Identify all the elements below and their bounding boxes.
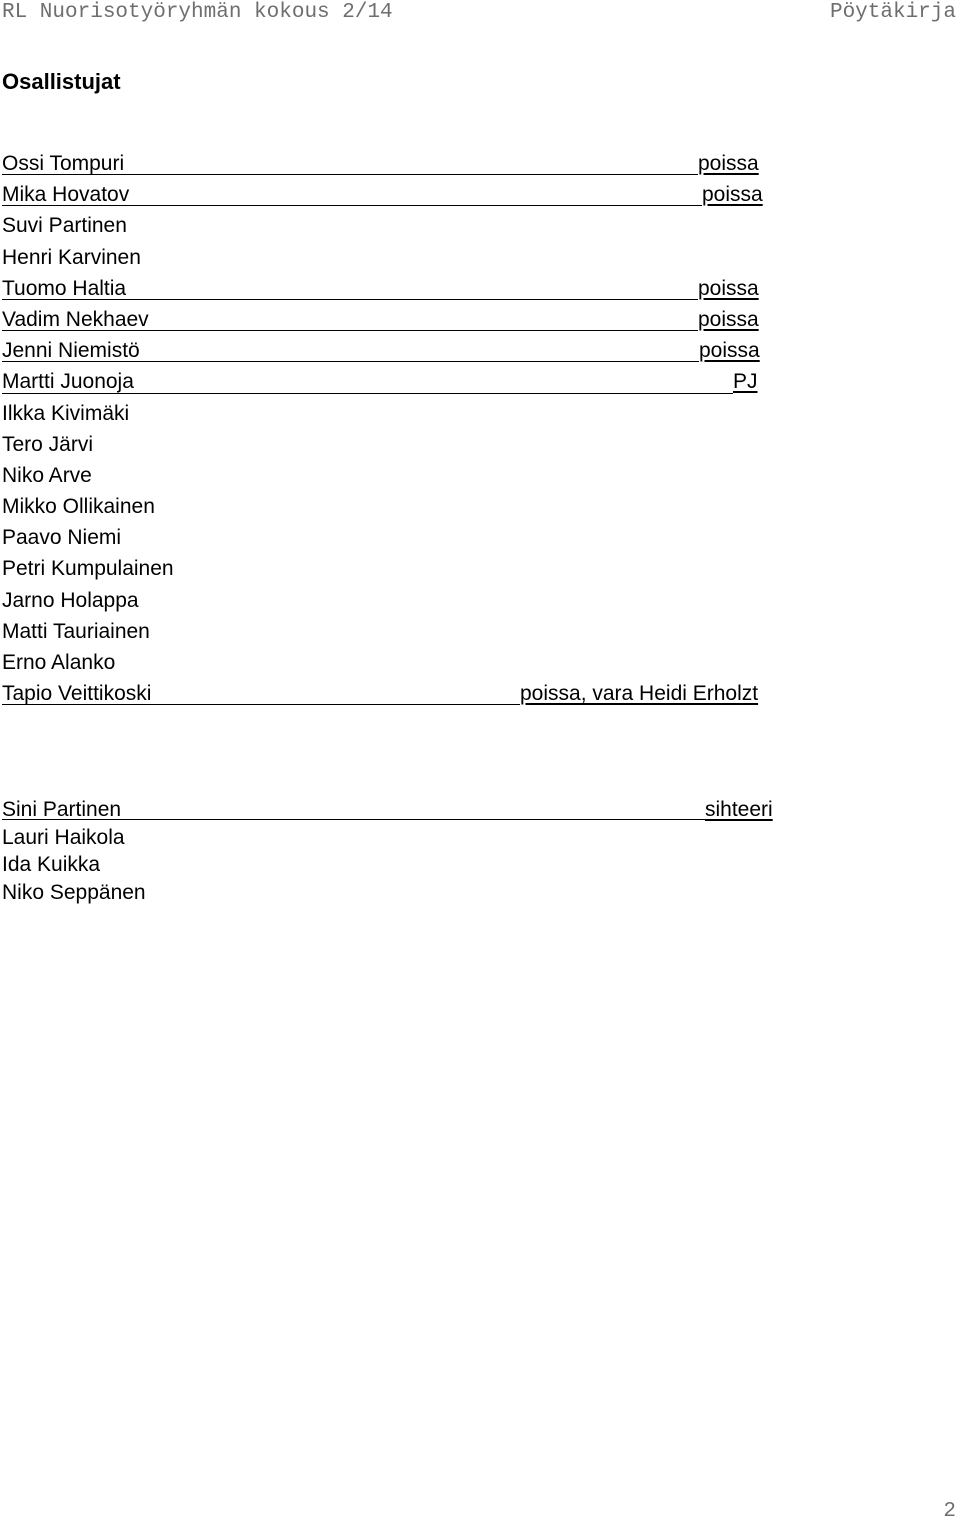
participant-status: poissa [698, 307, 759, 331]
participant-name: Ossi Tompuri [2, 152, 125, 175]
participant-status: poissa [702, 183, 763, 207]
participant-status: poissa [699, 339, 760, 363]
participant-status: sihteeri [705, 798, 773, 821]
participant-name: Ilkka Kivimäki [2, 401, 130, 425]
participant-name: Matti Tauriainen [2, 619, 150, 643]
header-meeting-title: RL Nuorisotyöryhmän kokous 2/14 [2, 1, 393, 24]
participant-name: Niko Arve [2, 463, 92, 487]
participant-name: Lauri Haikola [2, 825, 125, 849]
participant-name: Henri Karvinen [2, 245, 141, 269]
participant-name: Tuomo Haltia [2, 276, 127, 300]
participant-status: poissa [698, 152, 759, 175]
header-document-type: Pöytäkirja [829, 1, 956, 24]
participant-name: Erno Alanko [2, 651, 116, 674]
participant-name: Paavo Niemi [2, 526, 122, 550]
participant-name: Tero Järvi [2, 432, 94, 456]
dotted-leader-line [2, 704, 520, 705]
dotted-leader-line [2, 205, 702, 206]
participant-status: poissa [698, 276, 759, 300]
participant-name: Mikko Ollikainen [2, 495, 155, 519]
participant-status: poissa, vara Heidi Erholzt [520, 682, 759, 706]
participant-status: PJ [733, 370, 758, 394]
participant-name: Jenni Niemistö [2, 339, 140, 363]
participant-name: Vadim Nekhaev [2, 307, 149, 331]
dotted-leader-line [2, 299, 698, 300]
section-title: Osallistujat [2, 69, 121, 94]
participant-name: Martti Juonoja [2, 370, 134, 394]
participant-name: Sini Partinen [2, 798, 122, 821]
page-number: 2 [943, 1500, 956, 1523]
participant-name: Niko Seppänen [2, 880, 146, 904]
dotted-leader-line [2, 174, 698, 175]
participant-name: Suvi Partinen [2, 214, 127, 238]
dotted-leader-line [2, 819, 705, 820]
participant-name: Ida Kuikka [2, 853, 101, 876]
dotted-leader-line [2, 330, 698, 331]
participant-name: Petri Kumpulainen [2, 557, 174, 581]
participant-name: Mika Hovatov [2, 183, 130, 207]
dotted-leader-line [2, 393, 733, 394]
participant-name: Tapio Veittikoski [2, 682, 152, 706]
participant-name: Jarno Holappa [2, 588, 139, 612]
page-header [0, 0, 960, 30]
dotted-leader-line [2, 361, 699, 362]
